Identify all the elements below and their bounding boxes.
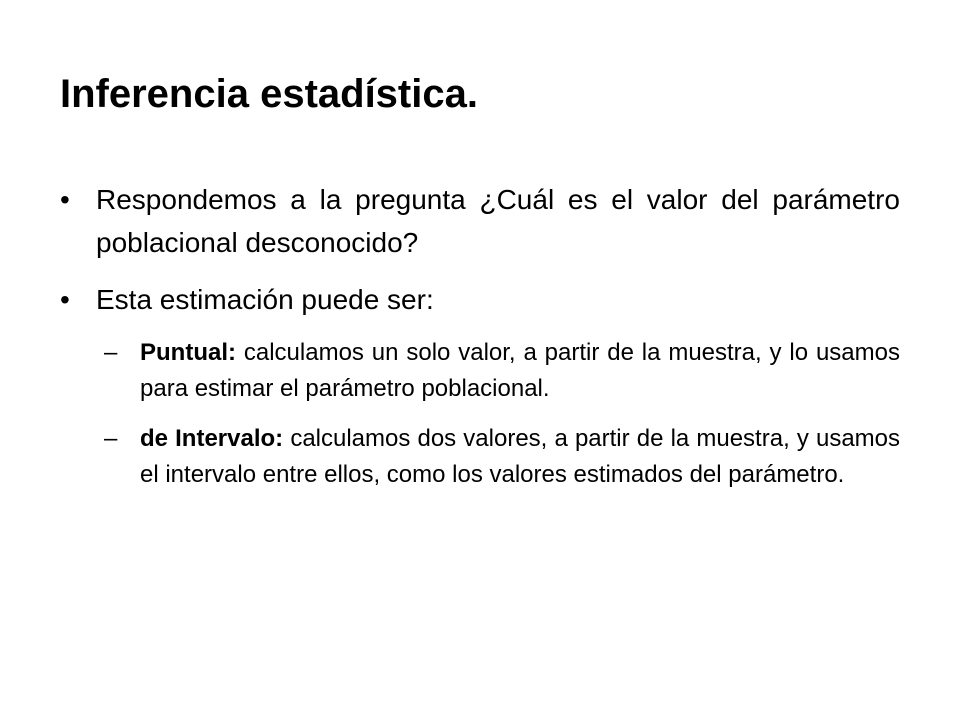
sub-bullet-marker: –: [104, 339, 118, 366]
sub-bullet-marker: –: [104, 425, 118, 452]
bullet-item-question: [60, 178, 900, 264]
sub-bullet-text: calculamos un solo valor, a partir de la muestra, y lo usamos para estimar el parámetro poblacional.: [140, 339, 900, 402]
sub-bullet-puntual: [104, 335, 900, 407]
slide-title: Inferencia estadística.: [60, 72, 478, 116]
bullet-text: Respondemos a la pregunta ¿Cuál es el valor del parámetro poblacional desconocido?: [96, 184, 900, 258]
sub-bullet-intervalo: [104, 421, 900, 493]
bullet-marker: •: [60, 284, 70, 315]
sub-bullet-term: de Intervalo:: [140, 425, 284, 452]
bullet-marker: •: [60, 184, 70, 215]
sub-bullet-term: Puntual:: [140, 339, 236, 366]
sub-bullet-text: calculamos dos valores, a partir de la muestra, y usamos el intervalo entre ellos, como los valores estimados del parámetro.: [140, 425, 901, 488]
slide-content: [60, 178, 900, 507]
bullet-item-estimation: [60, 278, 900, 321]
bullet-text: Esta estimación puede ser:: [96, 284, 434, 315]
